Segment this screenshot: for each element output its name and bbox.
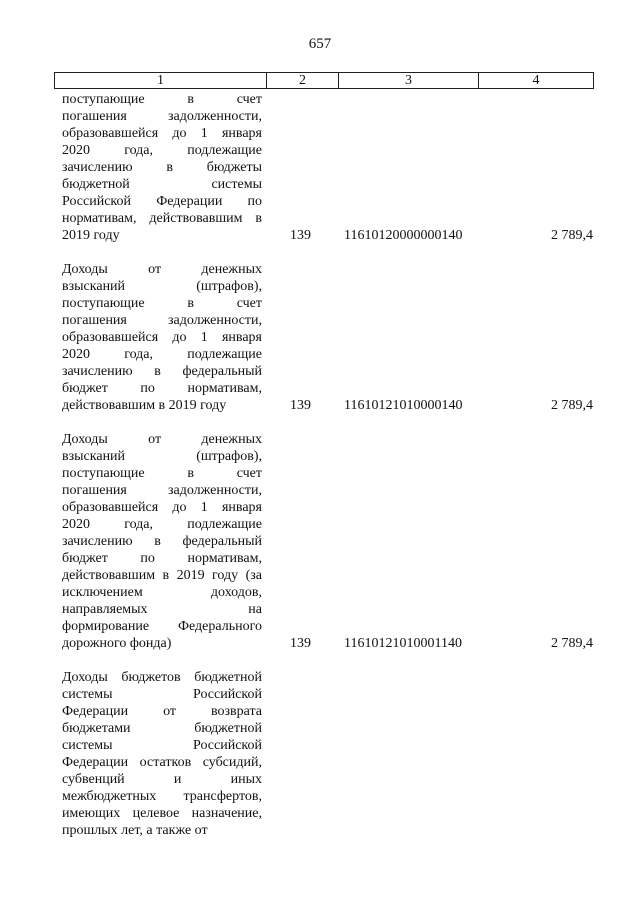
description-line: межбюджетных трансфертов,: [62, 789, 262, 804]
header-col-3: 3: [339, 73, 479, 88]
table-row: [0, 431, 640, 652]
row-description: [62, 91, 262, 244]
row-budget-code: 11610121010001140: [344, 636, 462, 651]
description-line: Доходы от денежных: [62, 432, 262, 447]
row-admin-code: 139: [290, 636, 311, 651]
description-line: направляемых на: [62, 602, 262, 617]
row-budget-code: 11610121010000140: [344, 398, 463, 413]
description-line: дорожного фонда): [62, 636, 172, 651]
row-value: 2 789,4: [551, 398, 593, 413]
description-line: нормативам, действовавшим в: [62, 211, 262, 226]
description-line: системы Российской: [62, 738, 262, 753]
row-admin-code: 139: [290, 398, 311, 413]
row-description: [62, 261, 262, 414]
description-line: бюджетами бюджетной: [62, 721, 262, 736]
description-line: Федерации остатков субсидий,: [62, 755, 262, 770]
description-line: 2019 году: [62, 228, 120, 243]
row-budget-code: 11610120000000140: [344, 228, 463, 243]
description-line: погашения задолженности,: [62, 313, 262, 328]
description-line: взысканий (штрафов),: [62, 449, 262, 464]
header-col-2: 2: [267, 73, 339, 88]
description-line: 2020 года, подлежащие: [62, 347, 262, 362]
description-line: поступающие в счет: [62, 466, 262, 481]
description-line: поступающие в счет: [62, 296, 262, 311]
description-line: Доходы от денежных: [62, 262, 262, 277]
description-line: 2020 года, подлежащие: [62, 517, 262, 532]
description-line: образовавшейся до 1 января: [62, 500, 262, 515]
description-line: действовавшим в 2019 году (за: [62, 568, 262, 583]
description-line: имеющих целевое назначение,: [62, 806, 262, 821]
row-description: [62, 431, 262, 652]
description-line: зачислению в федеральный: [62, 534, 262, 549]
table-row: [0, 91, 640, 244]
description-line: системы Российской: [62, 687, 262, 702]
description-line: взысканий (штрафов),: [62, 279, 262, 294]
table-row: [0, 669, 640, 839]
description-line: погашения задолженности,: [62, 483, 262, 498]
description-line: зачислению в бюджеты: [62, 160, 262, 175]
page-number: 657: [308, 36, 332, 52]
description-line: образовавшейся до 1 января: [62, 126, 262, 141]
description-line: Российской Федерации по: [62, 194, 262, 209]
description-line: прошлых лет, а также от: [62, 823, 208, 838]
table-row: [0, 261, 640, 414]
description-line: бюджетной системы: [62, 177, 262, 192]
description-line: Доходы бюджетов бюджетной: [62, 670, 262, 685]
header-col-4: 4: [532, 73, 540, 88]
description-line: поступающие в счет: [62, 92, 262, 107]
row-value: 2 789,4: [551, 636, 593, 651]
description-line: субвенций и иных: [62, 772, 262, 787]
description-line: Федерации от возврата: [62, 704, 262, 719]
description-line: зачислению в федеральный: [62, 364, 262, 379]
description-line: бюджет по нормативам,: [62, 381, 262, 396]
table-body: [0, 91, 640, 856]
row-admin-code: 139: [290, 228, 311, 243]
header-col-1: 1: [55, 73, 267, 88]
description-line: формирование Федерального: [62, 619, 262, 634]
row-value: 2 789,4: [551, 228, 593, 243]
description-line: исключением доходов,: [62, 585, 262, 600]
description-line: 2020 года, подлежащие: [62, 143, 262, 158]
description-line: действовавшим в 2019 году: [62, 398, 227, 413]
row-description: [62, 669, 262, 839]
description-line: образовавшейся до 1 января: [62, 330, 262, 345]
table-header: [54, 72, 594, 89]
description-line: погашения задолженности,: [62, 109, 262, 124]
description-line: бюджет по нормативам,: [62, 551, 262, 566]
